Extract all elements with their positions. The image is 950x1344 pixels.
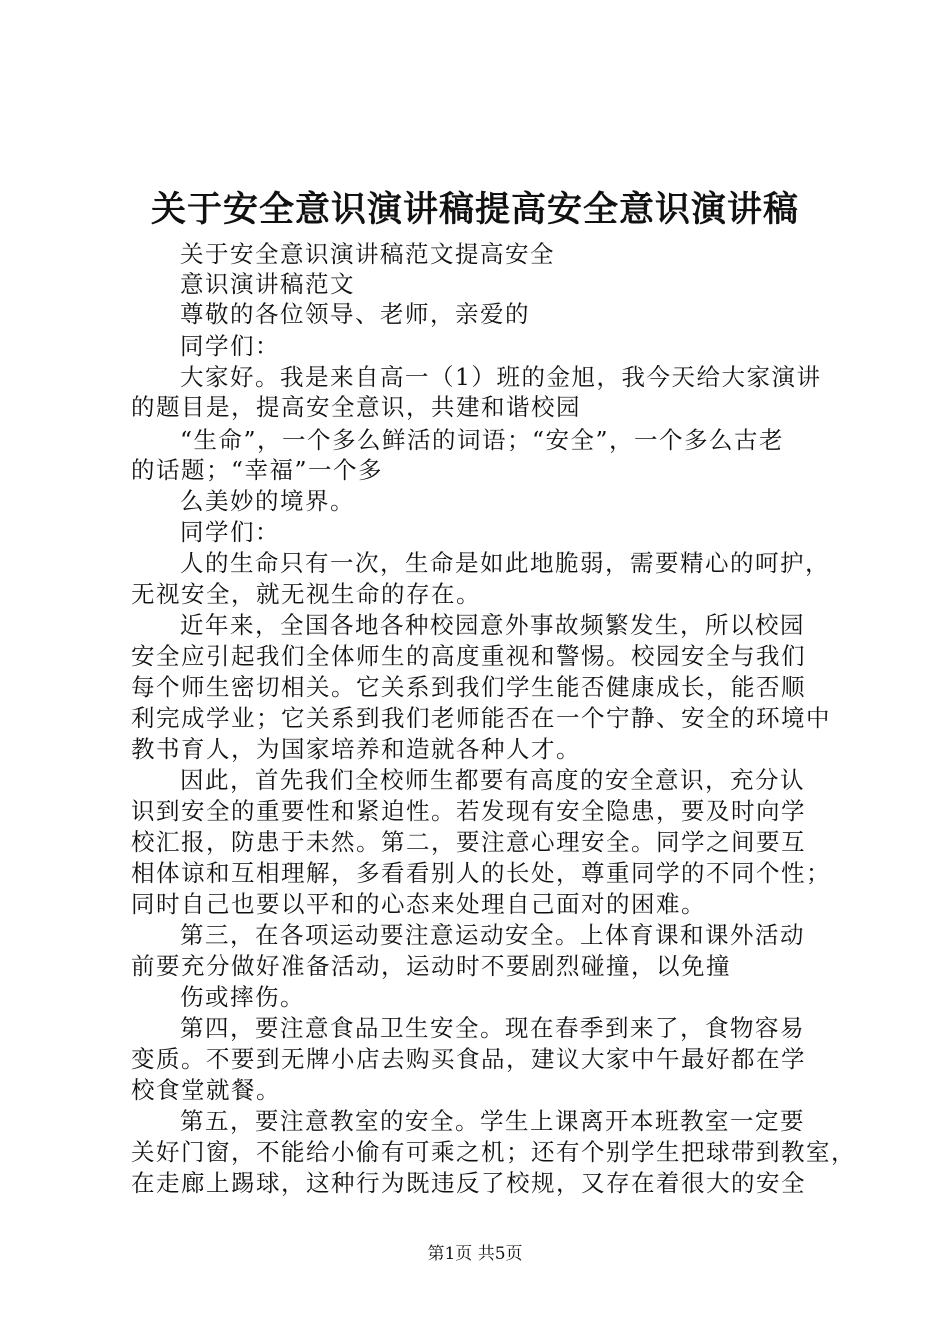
body-line: 意识演讲稿范文 [180, 270, 355, 298]
body-line: 每个师生密切相关。它关系到我们学生能否健康成长，能否顺 [131, 673, 806, 701]
document-title: 关于安全意识演讲稿提高安全意识演讲稿 [150, 189, 799, 230]
body-line: 第四，要注意食品卫生安全。现在春季到来了，食物容易 [180, 1014, 805, 1042]
body-line: 校食堂就餐。 [131, 1076, 281, 1104]
body-line: 前要充分做好准备活动，运动时不要剧烈碰撞，以免撞 [131, 952, 731, 980]
body-line: “生命”，一个多么鲜活的词语；“安全”，一个多么古老 [180, 426, 785, 454]
body-line: 识到安全的重要性和紧迫性。若发现有安全隐患，要及时向学 [131, 797, 806, 825]
body-line: 因此，首先我们全校师生都要有高度的安全意识，充分认 [180, 766, 805, 794]
body-line: 么美妙的境界。 [180, 487, 355, 515]
body-line: 利完成学业；它关系到我们老师能否在一个宁静、安全的环境中 [131, 704, 831, 732]
body-line: 的话题；“幸福”一个多 [131, 456, 384, 484]
page-footer: 第1页 共5页 [427, 1244, 523, 1264]
body-line: 同学们： [180, 332, 280, 360]
body-line: 无视安全，就无视生命的存在。 [131, 580, 481, 608]
body-line: 相体谅和互相理解，多看看别人的长处，尊重同学的不同个性； [131, 859, 831, 887]
body-line: 校汇报，防患于未然。第二，要注意心理安全。同学之间要互 [131, 828, 806, 856]
body-line: 关于安全意识演讲稿范文提高安全 [180, 240, 555, 268]
body-line: 安全应引起我们全体师生的高度重视和警惕。校园安全与我们 [131, 642, 806, 670]
body-line: 大家好。我是来自高一（1）班的金旭，我今天给大家演讲 [180, 363, 822, 391]
body-line: 同时自己也要以平和的心态来处理自己面对的困难。 [131, 890, 706, 918]
body-line: 第五，要注意教室的安全。学生上课离开本班教室一定要 [180, 1107, 805, 1135]
body-line: 第三，在各项运动要注意运动安全。上体育课和课外活动 [180, 921, 805, 949]
body-line: 关好门窗，不能给小偷有可乘之机；还有个别学生把球带到教室， [131, 1138, 856, 1166]
body-line: 的题目是，提高安全意识，共建和谐校园 [131, 393, 581, 421]
body-line: 教书育人，为国家培养和造就各种人才。 [131, 735, 581, 763]
body-line: 伤或摔伤。 [180, 983, 305, 1011]
body-line: 人的生命只有一次，生命是如此地脆弱，需要精心的呵护， [180, 549, 830, 577]
body-line: 变质。不要到无牌小店去购买食品，建议大家中午最好都在学 [131, 1045, 806, 1073]
body-line: 同学们： [180, 518, 280, 546]
body-line: 近年来，全国各地各种校园意外事故频繁发生，所以校园 [180, 611, 805, 639]
body-line: 尊敬的各位领导、老师，亲爱的 [180, 300, 530, 328]
body-line: 在走廊上踢球，这种行为既违反了校规，又存在着很大的安全 [131, 1169, 806, 1197]
